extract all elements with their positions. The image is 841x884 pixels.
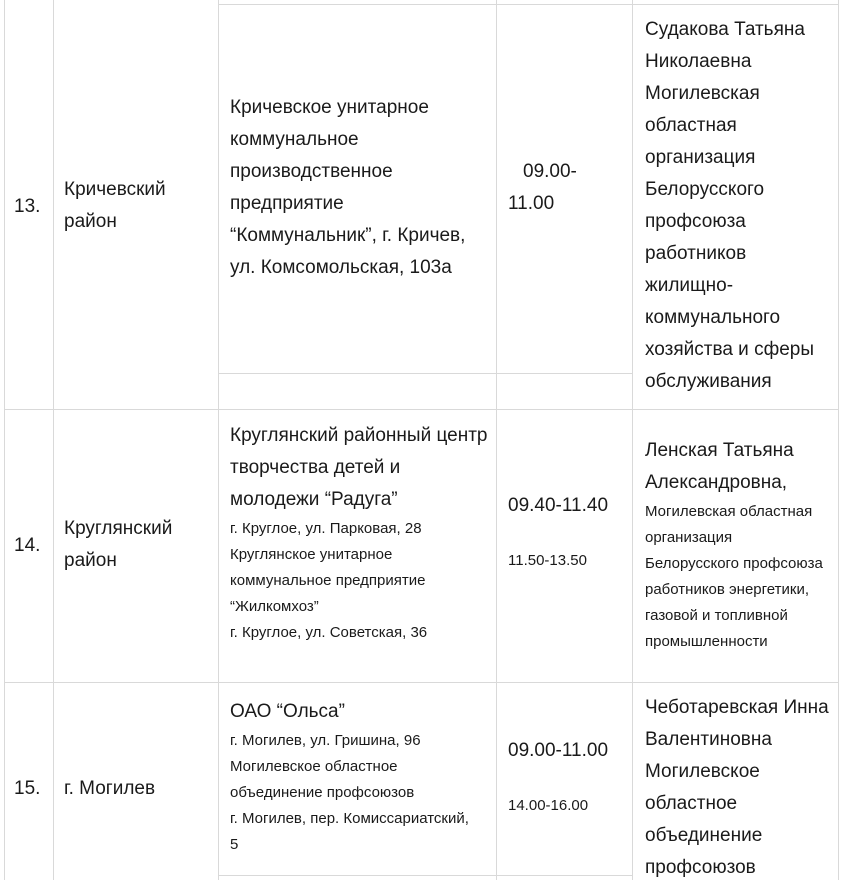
place-address: Круглянский районный центр творчества детей и молодежи “Радуга” г. Круглое, ул. Парковая, 28 Круглянское унитарное коммунальное предприятие “Жилкомхоз” г. Круглое, ул. Советская, 36 xyxy=(230,425,488,641)
reception-time: 09.40-11.40 xyxy=(508,495,609,516)
table-border-right xyxy=(838,0,839,880)
row-number: 13. xyxy=(14,196,41,217)
row-number: 15. xyxy=(14,778,41,799)
place-address: Кричевское унитарное коммунальное производственное предприятие “Коммунальник”, г. Кричев, ул. Комсомольская, 103а xyxy=(230,97,466,278)
reception-time: 09.00-11.00 xyxy=(508,740,609,761)
reception-time-extra: 14.00-16.00 xyxy=(508,797,589,814)
contact-person: Судакова Татьяна Николаевна Могилевская областная организация Белорусского профсоюза работников жилищно- коммунального хозяйства и сферы обслуживания xyxy=(645,19,814,392)
column-divider xyxy=(496,0,497,880)
district-name: Круглянский район xyxy=(64,518,173,571)
place-address: ОАО “Ольса” г. Могилев, ул. Гришина, 96 Могилевское областное объединение профсоюзов г. Могилев, пер. Комиссариатский, 5 xyxy=(230,701,469,853)
column-divider xyxy=(632,0,633,880)
reception-time: 09.00- 11.00 xyxy=(508,161,577,214)
table-border-left xyxy=(4,0,5,880)
row-divider xyxy=(4,682,839,683)
reception-time-extra: 11.50-13.50 xyxy=(508,552,587,569)
district-name: г. Могилев xyxy=(64,778,156,799)
row-divider xyxy=(4,409,839,410)
contact-person: Ленская Татьяна Александровна, Могилевская областная организация Белорусского профсоюза работников энергетики, газовой и топливной промышленности xyxy=(645,440,823,650)
column-divider xyxy=(218,0,219,880)
row-divider xyxy=(218,4,839,5)
contact-person: Чеботаревская Инна Валентиновна Могилевское областное объединение профсоюзов xyxy=(645,697,829,878)
sub-row-divider xyxy=(218,875,633,876)
row-number: 14. xyxy=(14,535,41,556)
district-name: Кричевский район xyxy=(64,179,166,232)
column-divider xyxy=(53,0,54,880)
sub-row-divider xyxy=(218,373,633,374)
